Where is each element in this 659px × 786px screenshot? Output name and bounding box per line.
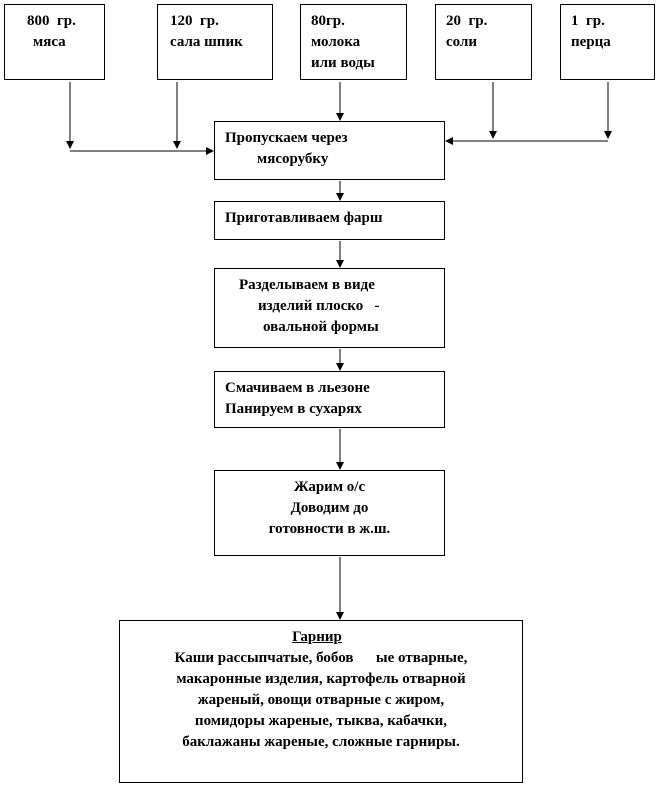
ingredient-amount: 120 гр.	[170, 13, 219, 29]
step-text: Разделываем в виде	[239, 277, 375, 293]
step-text: готовности в ж.ш.	[268, 521, 391, 537]
step-text: Пропускаем через	[225, 130, 348, 146]
ingredient-amount: 20 гр.	[446, 13, 488, 29]
ingredient-amount: 80гр.	[311, 13, 345, 29]
step-text: изделий плоско -	[258, 298, 380, 314]
garnish-text: жареный, овощи отварные с жиром,	[197, 692, 445, 708]
garnish-text: Каши рассыпчатые, бобов ые отварные,	[174, 650, 468, 666]
step-text: Жарим о/с	[293, 479, 366, 495]
ingredient-name: соли	[446, 34, 478, 50]
ingredient-amount: 1 гр.	[571, 13, 605, 29]
ingredient-name: молока	[311, 34, 361, 50]
garnish-title: Гарнир	[292, 629, 342, 645]
ingredient-name: сала шпик	[170, 34, 243, 50]
step-text: Смачиваем в льезоне	[225, 380, 370, 396]
garnish-text: макаронные изделия, картофель отварной	[176, 671, 466, 687]
garnish-text: баклажаны жареные, сложные гарниры.	[182, 734, 460, 750]
step-text: Приготавливаем фарш	[225, 210, 383, 226]
ingredient-name-alt: или воды	[311, 55, 375, 71]
step-text: мясорубку	[257, 151, 329, 167]
ingredient-amount: 800 гр.	[27, 13, 76, 29]
step-text: Панируем в сухарях	[225, 401, 362, 417]
step-text: овальной формы	[263, 319, 379, 335]
ingredient-name: перца	[571, 34, 611, 50]
step-text: Доводим до	[290, 500, 369, 516]
garnish-text: помидоры жареные, тыква, кабачки,	[194, 713, 448, 729]
ingredient-name: мяса	[33, 34, 66, 50]
